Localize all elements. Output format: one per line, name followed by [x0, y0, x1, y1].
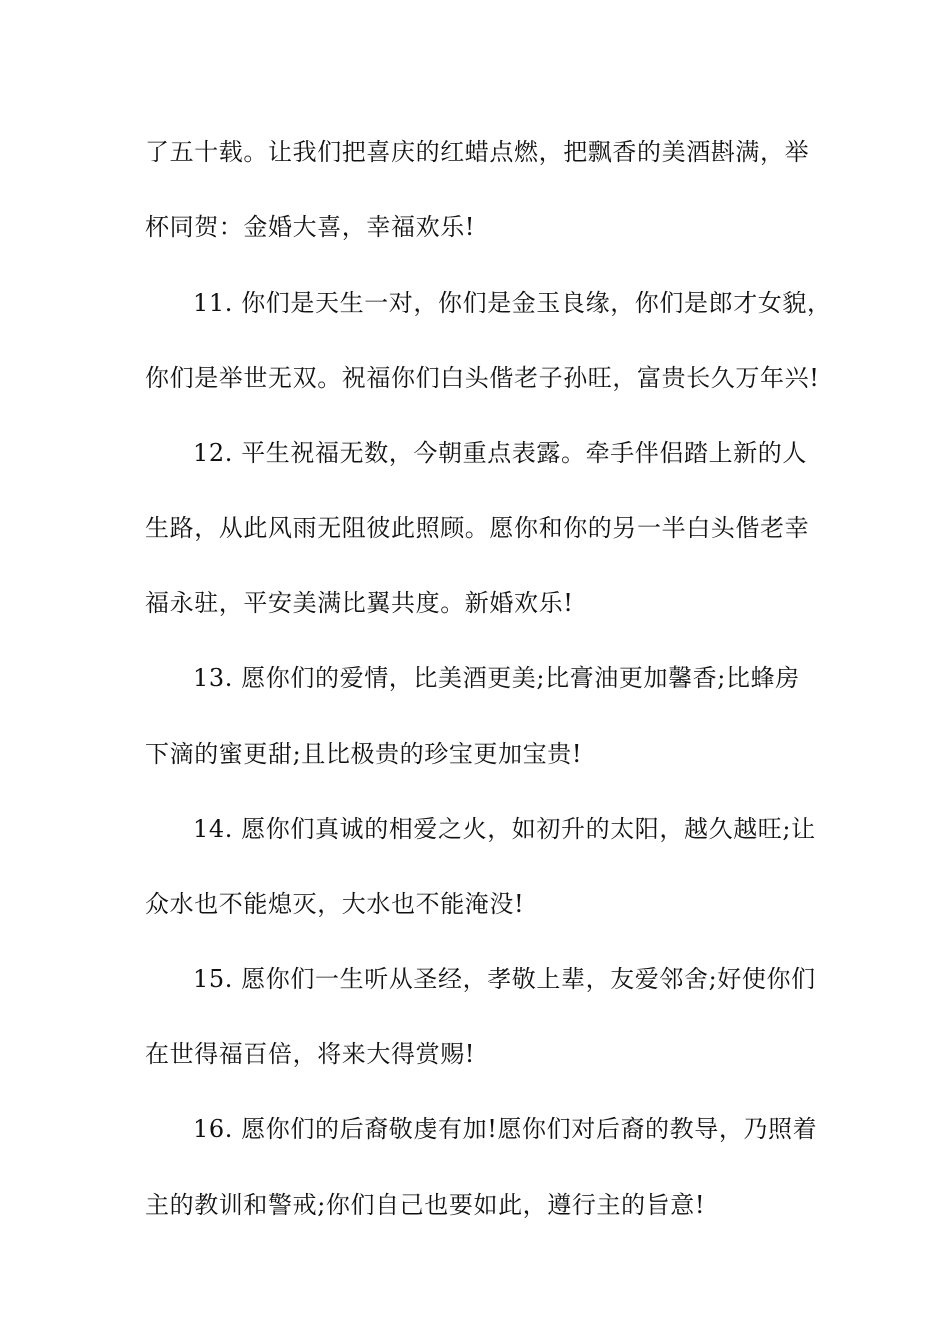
text-line: 主的教训和警戒;你们自己也要如此，遵行主的旨意!	[145, 1191, 706, 1219]
text-line: 生路，从此风雨无阻彼此照顾。愿你和你的另一半白头偕老幸	[145, 514, 810, 542]
text-line: 12. 平生祝福无数，今朝重点表露。牵手伴侣踏上新的人	[193, 439, 807, 467]
text-line: 在世得福百倍，将来大得赏赐!	[145, 1040, 476, 1068]
text-line: 11. 你们是天生一对，你们是金玉良缘，你们是郎才女貌，	[193, 289, 832, 317]
text-line: 15. 愿你们一生听从圣经，孝敬上辈，友爱邻舍;好使你们	[193, 965, 816, 993]
text-line: 杯同贺：金婚大喜，幸福欢乐!	[145, 213, 476, 241]
text-line: 你们是举世无双。祝福你们白头偕老子孙旺，富贵长久万年兴!	[145, 364, 820, 392]
text-line: 福永驻，平安美满比翼共度。新婚欢乐!	[145, 589, 574, 617]
text-line: 了五十载。让我们把喜庆的红蜡点燃，把飘香的美酒斟满，举	[145, 138, 810, 166]
text-line: 下滴的蜜更甜;且比极贵的珍宝更加宝贵!	[145, 740, 583, 768]
text-line: 13. 愿你们的爱情，比美酒更美;比膏油更加馨香;比蜂房	[193, 664, 800, 692]
text-line: 14. 愿你们真诚的相爱之火，如初升的太阳，越久越旺;让	[193, 815, 816, 843]
text-line: 16. 愿你们的后裔敬虔有加!愿你们对后裔的教导，乃照着	[193, 1115, 818, 1143]
text-line: 众水也不能熄灭，大水也不能淹没!	[145, 890, 525, 918]
